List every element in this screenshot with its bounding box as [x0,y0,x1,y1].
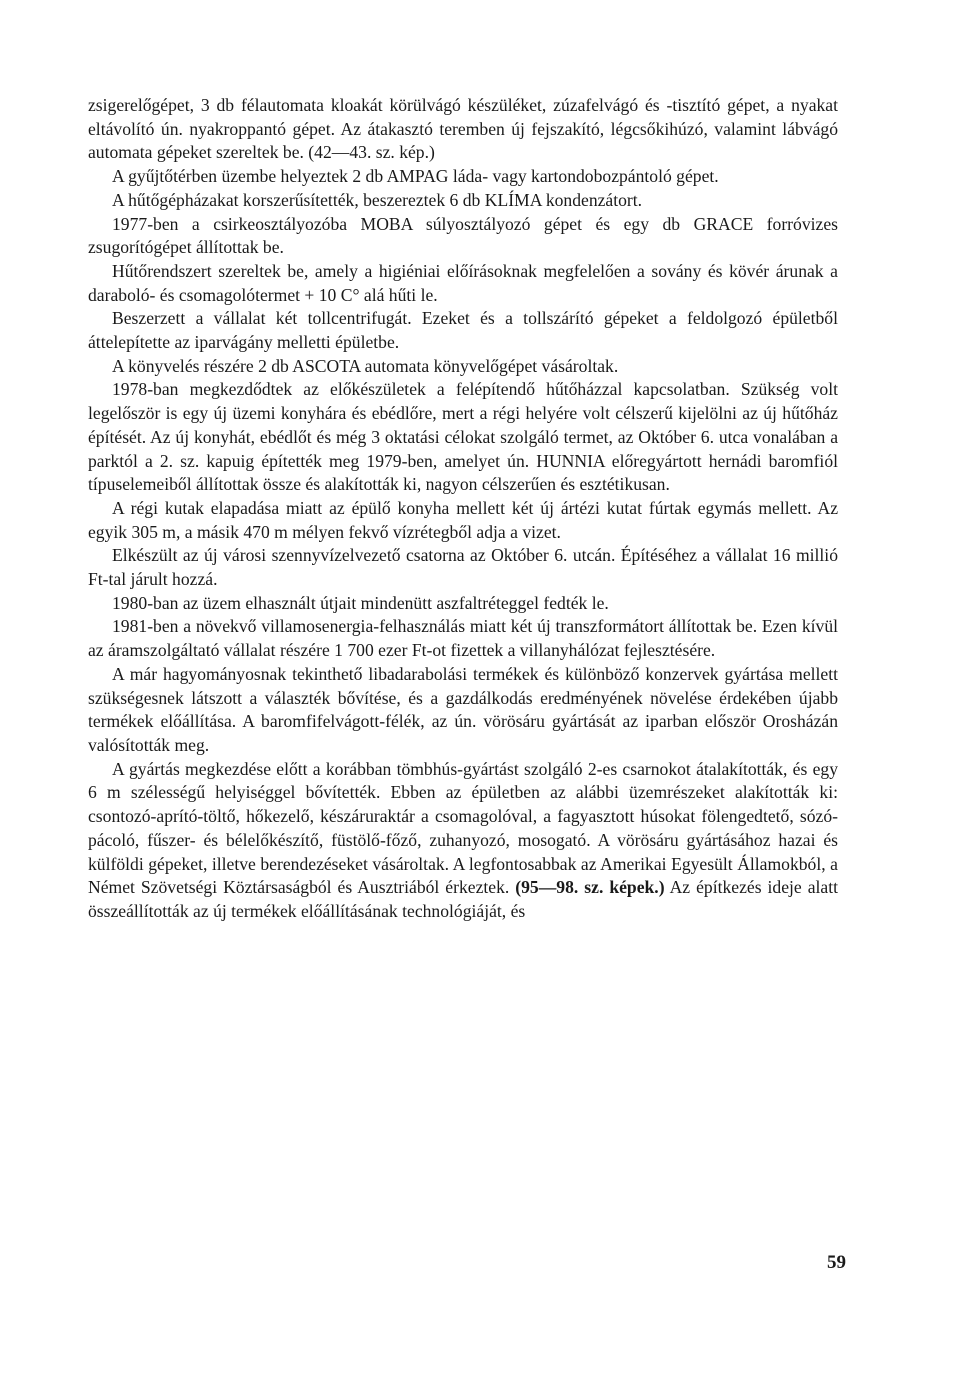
paragraph-1 [88,94,838,165]
paragraph-text: Az építkezés ideje alatt összeállították az új termékek előállításának technológiáját, és [88,877,839,921]
paragraph-9 [88,497,838,544]
paragraph-text: Elkészült az új városi szennyvízelvezető csatorna az Október 6. utcán. Építéséhez a vállalat 16 millió Ft-tal járult hozzá. [88,545,838,590]
paragraph-text: Hűtőrendszert szereltek be, amely a higiéniai előírásoknak megfelelően a sovány és kövér árunak a daraboló- és csomagolótermet + 10 C° alá hűti le. [88,260,838,305]
paragraph-text: Beszerzett a vállalat két tollcentrifugát. Ezeket és a tollszárító gépeket a feldolgozó épületből áttelepítette az iparvágány melletti épületbe. [88,308,838,353]
paragraph-text: 1977-ben a csirkeosztályozóba MOBA súlyosztályozó gépet és egy db GRACE forróvizes zsugorítógépet állítottak be. [88,213,838,258]
paragraph-text: A régi kutak elapadása miatt az épülő konyha mellett két új ártézi kutat fúrtak egymás mellett. Az egyik 305 m, a másik 470 m mélyen fekvő vízrétegből adja a vizet. [88,497,838,542]
document-body [88,94,838,924]
paragraph-12 [88,615,838,662]
paragraph-text: A könyvelés részére 2 db ASCOTA automata könyvelőgépet vásároltak. [112,355,619,376]
paragraph-3 [88,189,838,213]
paragraph-text: A hűtőgépházakat korszerűsítették, beszereztek 6 db KLÍMA kondenzátort. [112,189,643,210]
paragraph-6 [88,307,838,354]
paragraph-text: A gyártás megkezdése előtt a korábban tömbhús-gyártást szolgáló 2-es csarnokot átalakították, és egy 6 m szélességű helyiséggel bővítették. Ebben az épületben az alábbi üzemrészeket alakították ki: csontozó-aprító-töltő, hőkezelő, készáruraktár a csomagolóval, a fagyasztott húsokat fölengedtető, sózó-pácoló, fűszer- és bélelőkészítő, füstölő-főző, zuhanyozó, mosogató. A vörösáru gyártásához hazai és külföldi gépeket, illetve berendezéseket vásároltak. A legfontosabbak az Amerikai Egyesült Államokból, a Német Szövetségi Köztársaságból és Ausztriából érkeztek. [88,758,838,898]
paragraph-text: 1978-ban megkezdődtek az előkészületek a felépítendő hűtőházzal kapcsolatban. Szükség volt legelőször is egy új üzemi konyhára és ebédlőre, mert a régi helyére volt célszerű kijelölni az új hűtőház építését. Az új konyhát, ebédlőt és még 3 oktatási célokat szolgáló termet, az Október 6. utca vonalában a parktól a 2. sz. kapuig építették meg 1979-ben, amelyet ún. HUNNIA előregyártott hernádi baromfiól típuselemeiből állítottak össze és alakították ki, nagyon célszerűen és esztétikusan. [88,379,838,495]
paragraph-13 [88,663,838,758]
paragraph-10 [88,544,838,591]
paragraph-text: 1980-ban az üzem elhasznált útjait mindenütt aszfaltréteggel fedték le. [112,592,609,613]
paragraph-4 [88,213,838,260]
figure-reference: (95—98. sz. képek.) [515,877,665,898]
paragraph-8 [88,378,838,497]
paragraph-14 [88,758,838,924]
page-number: 59 [827,1252,846,1273]
paragraph-5 [88,260,838,307]
paragraph-text: zsigerelőgépet, 3 db félautomata kloakát körülvágó készüléket, zúzafelvágó és -tisztító gépet, a nyakat eltávolító ún. nyakroppantó gépet. Az átakasztó teremben új fejszakító, légcsőkihúzó, valamint lábvágó automata gépeket szereltek be. (42—43. sz. kép.) [88,95,838,163]
paragraph-11 [88,592,838,616]
paragraph-7 [88,355,838,379]
paragraph-text: A már hagyományosnak tekinthető libadarabolási termékek és különböző konzervek gyártása mellett szükségesnek látszott a választék bővítése, és a gazdálkodás eredményének növelése érdekében újabb termékek előállítása. A baromfifelvágott-félék, az ún. vörösáru gyártását az iparban először Orosházán valósították meg. [88,663,838,755]
paragraph-text: A gyűjtőtérben üzembe helyeztek 2 db AMPAG láda- vagy kartondobozpántoló gépet. [112,166,719,187]
paragraph-text: 1981-ben a növekvő villamosenergia-felhasználás miatt két új transzformátort állítottak be. Ezen kívül az áramszolgáltató vállalat részére 1 700 ezer Ft-ot fizettek a villanyhálózat fejlesztésére. [88,616,838,661]
paragraph-2 [88,165,838,189]
